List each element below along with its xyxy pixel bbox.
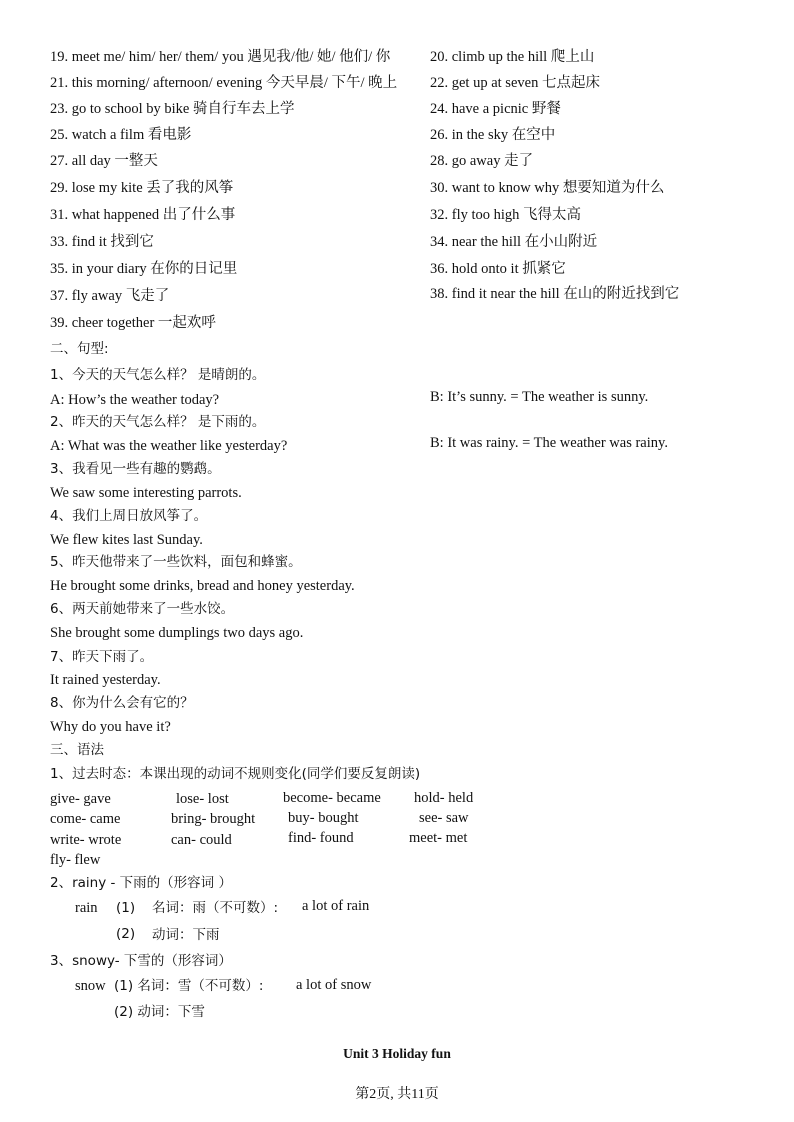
- sentence-en: Why do you have it?: [50, 719, 171, 735]
- grammar-note: 名词：雨（不可数）:: [152, 900, 279, 916]
- vocab-item: 22. get up at seven 七点起床: [430, 75, 600, 91]
- vocab-item: 38. find it near the hill 在山的附近找到它: [430, 286, 680, 302]
- grammar-number: (1): [116, 900, 136, 916]
- grammar-note: (1) 名词：雪（不可数）:: [114, 978, 264, 994]
- vocab-item: 37. fly away 飞走了: [50, 288, 170, 304]
- vocab-item: 33. find it 找到它: [50, 234, 154, 250]
- verb-pair: can- could: [171, 832, 232, 848]
- grammar-note-en: a lot of rain: [302, 898, 370, 914]
- vocab-item: 35. in your diary 在你的日记里: [50, 261, 238, 277]
- vocab-item: 39. cheer together 一起欢呼: [50, 315, 216, 331]
- vocab-item: 27. all day 一整天: [50, 153, 158, 169]
- verb-pair: meet- met: [409, 830, 468, 846]
- section-heading: 三、语法: [50, 742, 104, 758]
- grammar-point: 3、snowy- 下雪的（形容词）: [50, 953, 232, 969]
- sentence-cn: 7、昨天下雨了。: [50, 649, 154, 665]
- vocab-item: 31. what happened 出了什么事: [50, 207, 236, 223]
- verb-pair: fly- flew: [50, 852, 101, 868]
- vocab-item: 21. this morning/ afternoon/ evening 今天早晨/ 下午/ 晚上: [50, 75, 398, 91]
- verb-pair: come- came: [50, 811, 121, 827]
- sentence-cn: 8、你为什么会有它的？: [50, 695, 194, 711]
- vocab-item: 24. have a picnic 野餐: [430, 101, 561, 117]
- sentence-cn: 3、我看见一些有趣的鹦鹉。: [50, 461, 221, 477]
- vocab-item: 28. go away 走了: [430, 153, 534, 169]
- vocab-item: 25. watch a film 看电影: [50, 127, 192, 143]
- vocab-item: 23. go to school by bike 骑自行车去上学: [50, 101, 295, 117]
- sentence-cn: 4、我们上周日放风筝了。: [50, 508, 208, 524]
- sentence-en: He brought some drinks, bread and honey yesterday.: [50, 578, 355, 594]
- grammar-note: 动词：下雨: [152, 927, 220, 943]
- vocab-item: 29. lose my kite 丢了我的风筝: [50, 180, 234, 196]
- section-heading: 二、句型:: [50, 341, 109, 357]
- vocab-item: 26. in the sky 在空中: [430, 127, 556, 143]
- vocab-item: 19. meet me/ him/ her/ them/ you 遇见我/他/ 她/ 他们/ 你: [50, 49, 391, 65]
- grammar-number: (2): [116, 926, 136, 942]
- sentence-cn: 6、两天前她带来了一些水饺。: [50, 601, 235, 617]
- sentence-en: She brought some dumplings two days ago.: [50, 625, 304, 641]
- grammar-word: rain: [75, 900, 98, 916]
- vocab-item: 36. hold onto it 抓紧它: [430, 261, 566, 277]
- verb-pair: lose- lost: [176, 791, 229, 807]
- verb-pair: find- found: [288, 830, 354, 846]
- sentence-en: A: How’s the weather today?: [50, 392, 220, 408]
- vocab-item: 30. want to know why 想要知道为什么: [430, 180, 665, 196]
- vocab-item: 20. climb up the hill 爬上山: [430, 49, 595, 65]
- sentence-cn: 2、昨天的天气怎么样？ 是下雨的。: [50, 414, 266, 430]
- sentence-cn: 5、昨天他带来了一些饮料，面包和蜂蜜。: [50, 554, 302, 570]
- grammar-point: 1、过去时态：本课出现的动词不规则变化(同学们要反复朗读): [50, 766, 421, 782]
- verb-pair: buy- bought: [288, 810, 359, 826]
- sentence-en: B: It’s sunny. = The weather is sunny.: [430, 389, 649, 405]
- grammar-note: (2) 动词：下雪: [114, 1004, 205, 1020]
- vocab-item: 34. near the hill 在小山附近: [430, 234, 598, 250]
- verb-pair: see- saw: [419, 810, 469, 826]
- page-footer: 第2页, 共11页: [355, 1087, 439, 1102]
- grammar-word: snow: [75, 978, 106, 994]
- vocab-item: 32. fly too high 飞得太高: [430, 207, 582, 223]
- verb-pair: become- became: [283, 790, 381, 806]
- sentence-en: We saw some interesting parrots.: [50, 485, 242, 501]
- sentence-en: A: What was the weather like yesterday?: [50, 438, 288, 454]
- verb-pair: write- wrote: [50, 832, 122, 848]
- grammar-point: 2、rainy - 下雨的（形容词 ）: [50, 875, 232, 891]
- verb-pair: hold- held: [414, 790, 474, 806]
- sentence-en: B: It was rainy. = The weather was rainy.: [430, 435, 668, 451]
- sentence-cn: 1、今天的天气怎么样？ 是晴朗的。: [50, 367, 266, 383]
- sentence-en: It rained yesterday.: [50, 672, 161, 688]
- verb-pair: bring- brought: [171, 811, 256, 827]
- grammar-note-en: a lot of snow: [296, 977, 372, 993]
- sentence-en: We flew kites last Sunday.: [50, 532, 203, 548]
- unit-title: Unit 3 Holiday fun: [343, 1046, 451, 1061]
- verb-pair: give- gave: [50, 791, 111, 807]
